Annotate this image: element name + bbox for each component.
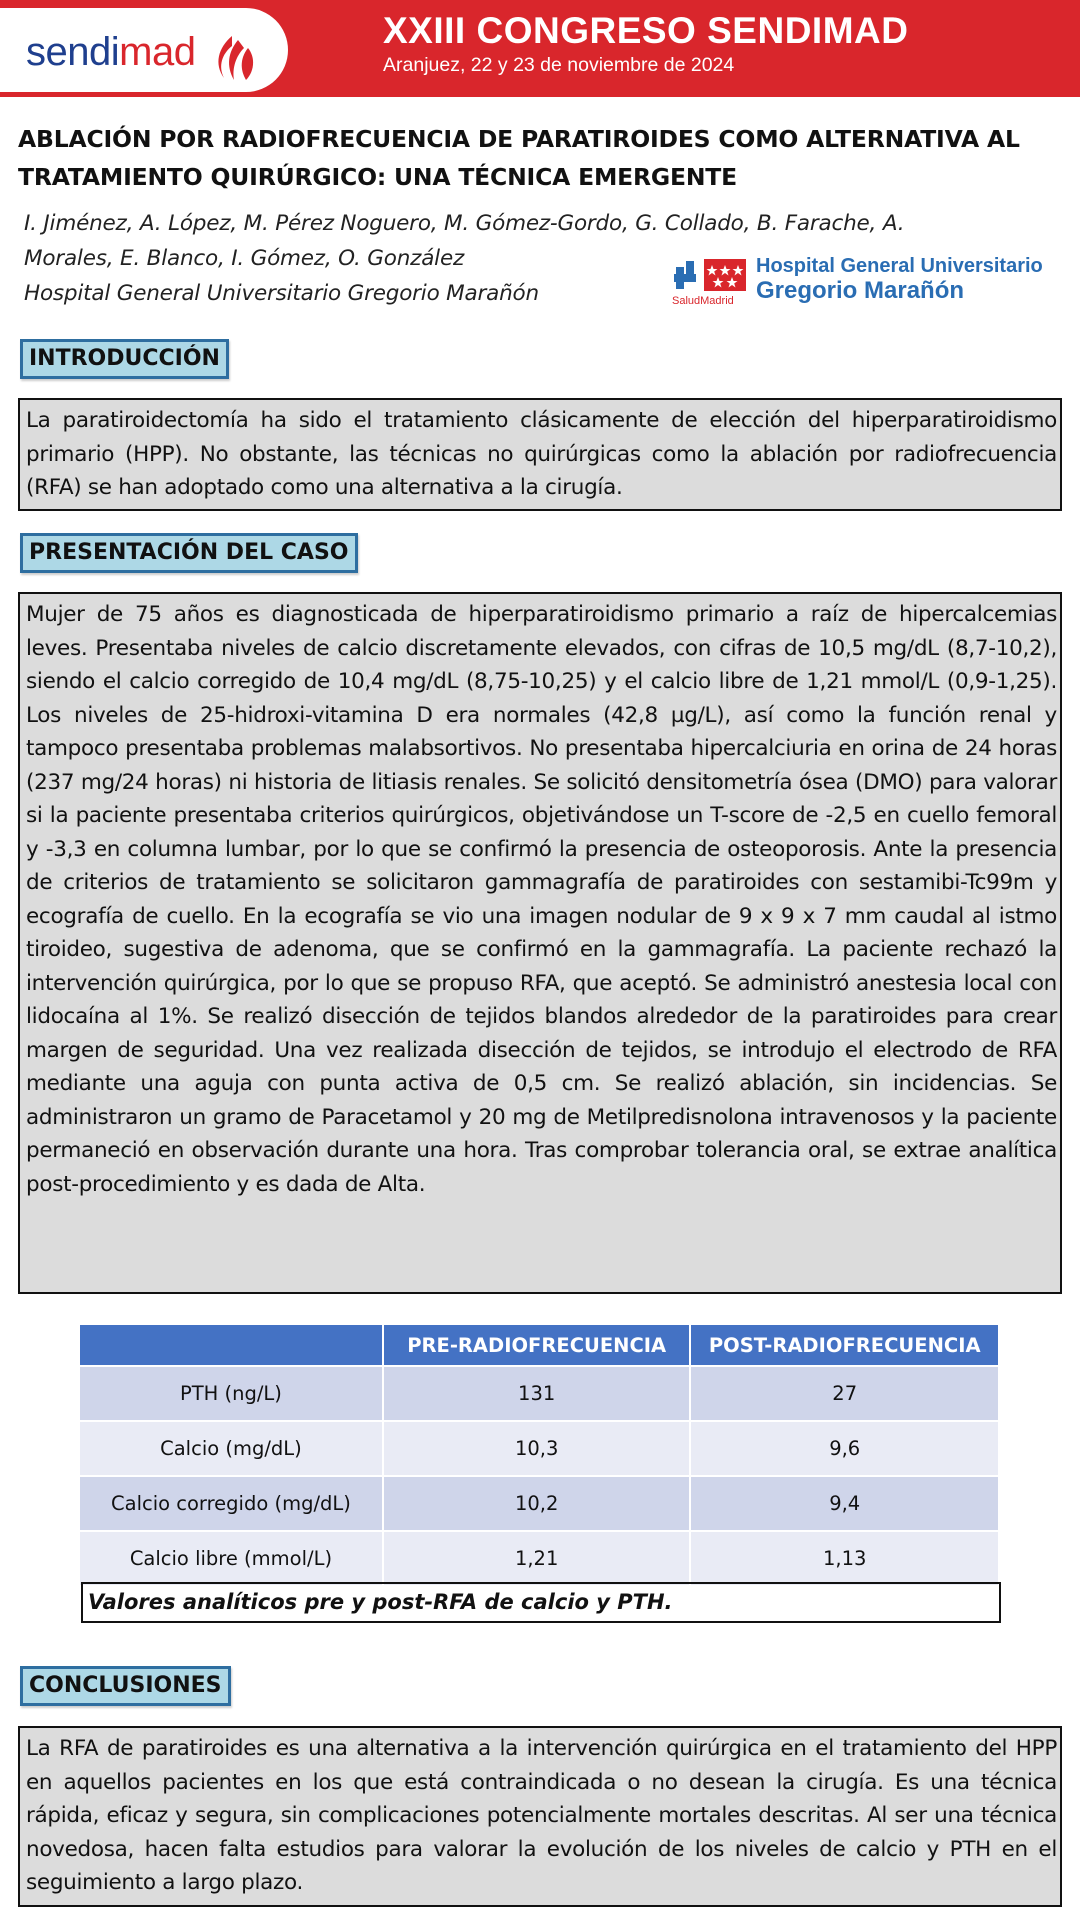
table-row — [80, 1421, 999, 1476]
sendimad-logo-text — [26, 30, 195, 75]
conclusions-text: La RFA de paratiroides es una alternativa a la intervención quirúrgica en el tratamiento del HPP en aquellos pacientes en los que está contraindicada o no desean la cirugía. Es una técnica rápida, eficaz y segura, sin complicaciones potencialmente mortales descritas. Al ser una técnica novedosa, hacen falta estudios para valorar la evolución de los niveles de calcio y PTH en el seguimiento a largo plazo. — [18, 1726, 1062, 1907]
authors-line2: Morales, E. Blanco, I. Gómez, O. González — [24, 246, 465, 271]
section-label-case: PRESENTACIÓN DEL CASO — [20, 533, 358, 573]
hospital-logo-line1: Hospital General Universitario — [756, 255, 1043, 277]
table-caption: Valores analíticos pre y post-RFA de calcio y PTH. — [81, 1582, 1001, 1623]
sendimad-flame-icon — [210, 34, 256, 82]
salud-madrid-emblem-icon — [674, 257, 748, 297]
affiliation: Hospital General Universitario Gregorio Marañón — [24, 281, 539, 306]
table-row — [80, 1531, 999, 1585]
logo-prefix: sendi — [26, 30, 120, 74]
table-cell: Calcio corregido (mg/dL) — [80, 1476, 383, 1531]
sendimad-logo — [0, 8, 288, 92]
table-cell: 131 — [383, 1366, 691, 1421]
authors-line1: I. Jiménez, A. López, M. Pérez Noguero, M. Gómez-Gordo, G. Collado, B. Farache, A. — [24, 211, 905, 236]
table-cell: 9,4 — [690, 1476, 999, 1531]
table-cell: 27 — [690, 1366, 999, 1421]
lab-values-table — [80, 1325, 1000, 1585]
salud-madrid-text: SaludMadrid — [672, 295, 734, 307]
introduction-text: La paratiroidectomía ha sido el tratamiento clásicamente de elección del hiperparatiroidismo primario (HPP). No obstante, las técnicas no quirúrgicas como la ablación por radiofrecuencia (RFA) se han adoptado como una alternativa a la cirugía. — [18, 398, 1062, 511]
table-header-cell — [80, 1325, 383, 1366]
case-text: Mujer de 75 años es diagnosticada de hiperparatiroidismo primario a raíz de hipercalcemias leves. Presentaba niveles de calcio discretamente elevados, con cifras de 10,5 mg/dL (8,7-10,2), siendo el calcio corregido de 10,4 mg/dL (8,75-10,25) y el calcio libre de 1,21 mmol/L (0,9-1,25). Los niveles de 25-hidroxi-vitamina D era normales (42,8 µg/L), así como la función renal y tampoco presentaba problemas malabsortivos. No presentaba hipercalciuria en orina de 24 horas (237 mg/24 horas) ni historia de litiasis renales. Se solicitó densitometría ósea (DMO) para valorar si la paciente presentaba criterios quirúrgicos, objetivándose un T-score de -2,5 en cuello femoral y -3,3 en columna lumbar, por lo que se confirmó la presencia de osteoporosis. Ante la presencia de criterios de tratamiento se solicitaron gammagrafía de paratiroides con sestamibi-Tc99m y ecografía de cuello. En la ecografía se vio una imagen nodular de 9 x 9 x 7 mm caudal al istmo tiroideo, sugestiva de adenoma, que se confirmó en la gammagrafía. La paciente rechazó la intervención quirúrgica, por lo que se propuso RFA, que aceptó. Se administró anestesia local con lidocaína al 1%. Se realizó disección de tejidos blandos alrededor de la paratiroides para crear margen de seguridad. Una vez realizada disección de tejidos, se introdujo el electrodo de RFA mediante una aguja con punta activa de 0,5 cm. Se realizó ablación, sin incidencias. Se administraron un gramo de Paracetamol y 20 mg de Metilpredisnolona intravenosos y la paciente permaneció en observación durante una hora. Tras comprobar tolerancia oral, se extrae analítica post-procedimiento y es dada de Alta. — [18, 592, 1062, 1294]
section-label-conclusions: CONCLUSIONES — [20, 1666, 231, 1706]
table-cell: 10,3 — [383, 1421, 691, 1476]
table-cell: PTH (ng/L) — [80, 1366, 383, 1421]
hospital-logo-line2: Gregorio Marañón — [756, 277, 965, 304]
table-cell: 1,13 — [690, 1531, 999, 1585]
congress-title: XXIII CONGRESO SENDIMAD — [383, 10, 909, 51]
table-header-cell: POST-RADIOFRECUENCIA — [690, 1325, 999, 1366]
congress-subtitle: Aranjuez, 22 y 23 de noviembre de 2024 — [383, 54, 735, 76]
table-header-cell: PRE-RADIOFRECUENCIA — [383, 1325, 691, 1366]
congress-header — [0, 0, 1080, 97]
hospital-logo — [672, 253, 1080, 311]
poster-title-line1: ABLACIÓN POR RADIOFRECUENCIA DE PARATIROIDES COMO ALTERNATIVA AL — [18, 125, 1020, 153]
table-row — [80, 1476, 999, 1531]
logo-suffix: mad — [119, 30, 196, 74]
table-row — [80, 1366, 999, 1421]
table-cell: 1,21 — [383, 1531, 691, 1585]
section-label-introduction: INTRODUCCIÓN — [20, 339, 229, 379]
table-cell: 10,2 — [383, 1476, 691, 1531]
poster-title — [18, 120, 1068, 196]
table-cell: Calcio (mg/dL) — [80, 1421, 383, 1476]
table-cell: Calcio libre (mmol/L) — [80, 1531, 383, 1585]
poster-title-line2: TRATAMIENTO QUIRÚRGICO: UNA TÉCNICA EMERGENTE — [18, 163, 737, 191]
table-header-row — [80, 1325, 999, 1366]
table-cell: 9,6 — [690, 1421, 999, 1476]
